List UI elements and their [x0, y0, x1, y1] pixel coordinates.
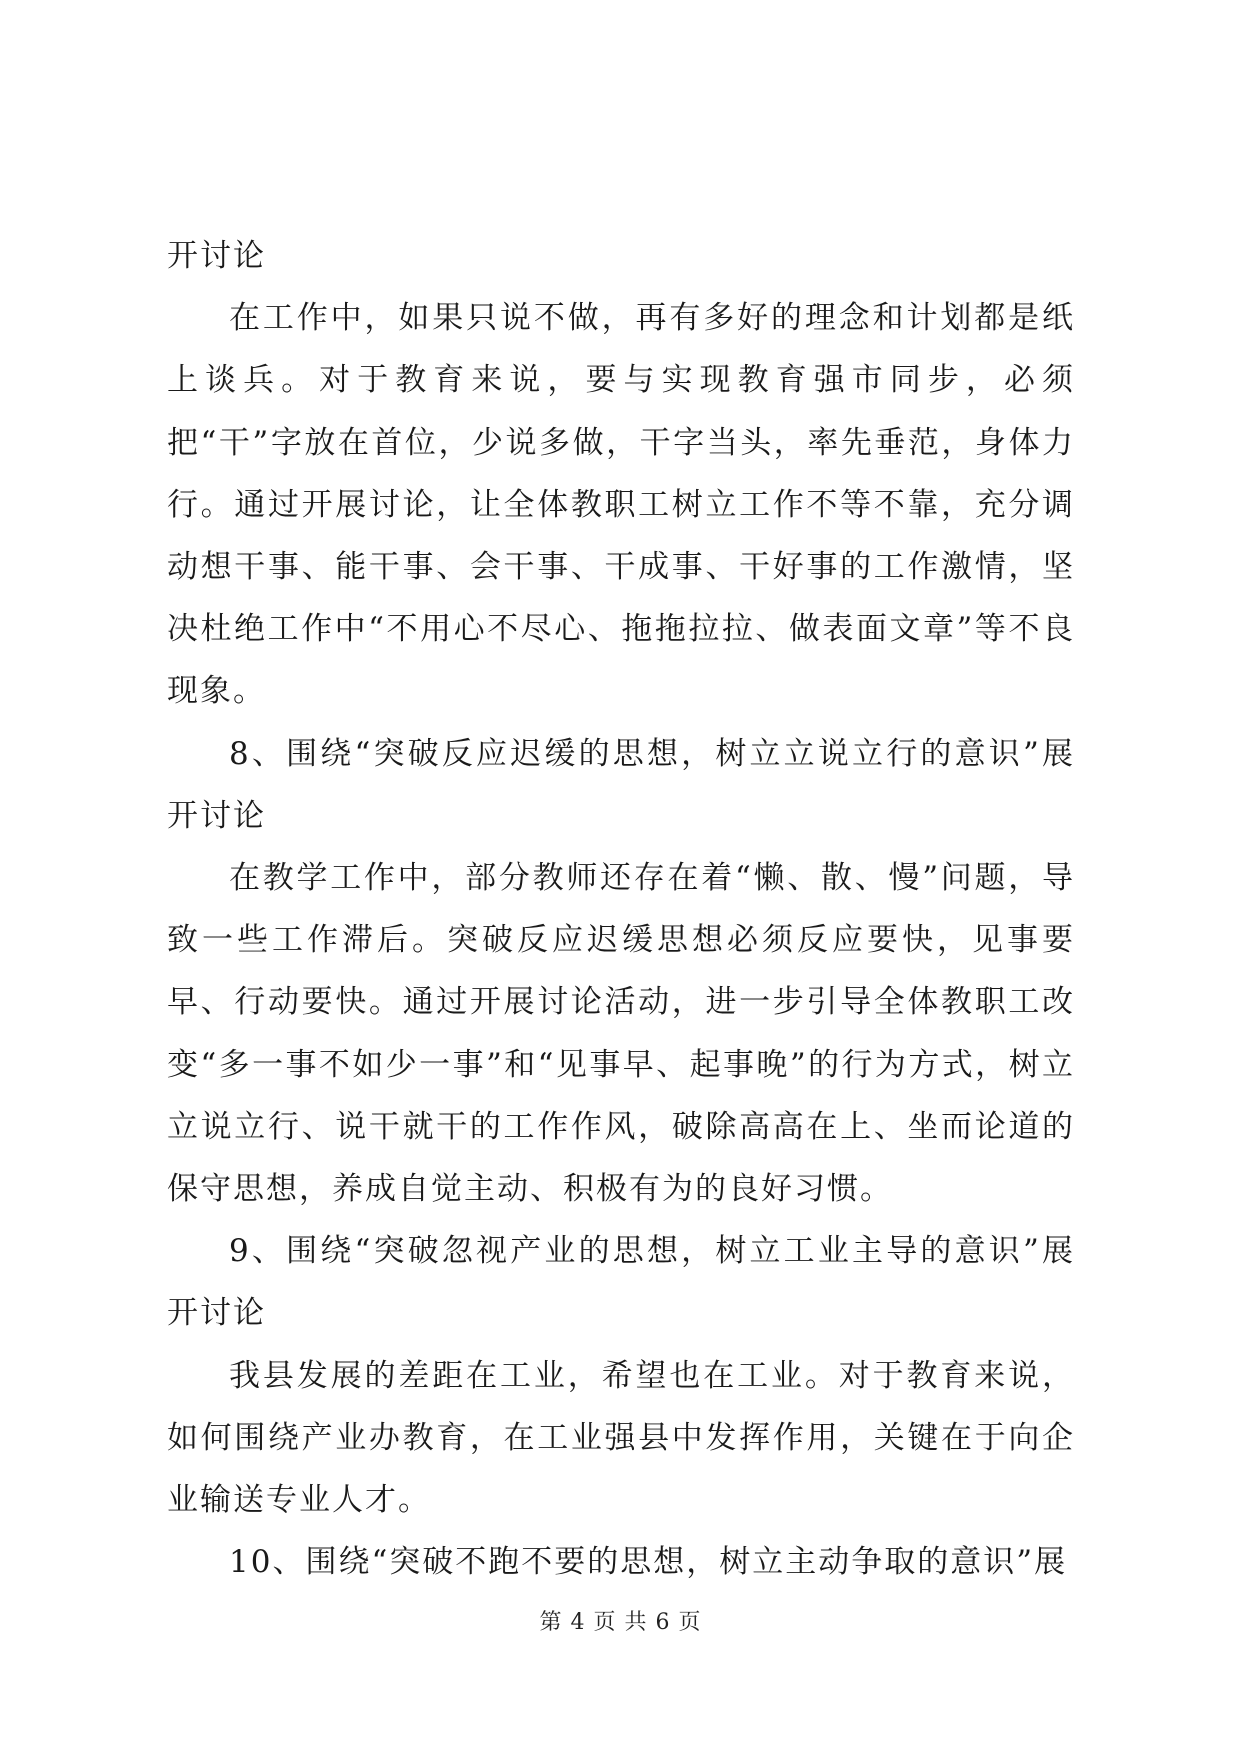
paragraph-item-7-body: 在工作中，如果只说不做，再有多好的理念和计划都是纸上谈兵。对于教育来说，要与实现教育强市同步，必须把“干”字放在首位，少说多做，干字当头，率先垂范，身体力行。通过开展讨论，让全体教职工树立工作不等不靠，充分调动想干事、能干事、会干事、干成事、干好事的工作激情，坚决杜绝工作中“不用心不尽心、拖拖拉拉、做表面文章”等不良现象。 — [167, 300, 1075, 710]
paragraph-item-8-body: 在教学工作中，部分教师还存在着“懒、散、慢”问题，导致一些工作滞后。突破反应迟缓思想必须反应要快，见事要早、行动要快。通过开展讨论活动，进一步引导全体教职工改变“多一事不如少一事”和“见事早、起事晚”的行为方式，树立立说立行、说干就干的工作作风，破除高高在上、坐而论道的保守思想，养成自觉主动、积极有为的良好习惯。 — [167, 860, 1075, 1208]
paragraph-continuation: 开讨论 — [167, 238, 266, 274]
paragraph-item-8-heading: 8、围绕“突破反应迟缓的思想，树立立说立行的意识”展开讨论 — [167, 735, 1075, 834]
paragraph-item-9-body: 我县发展的差距在工业，希望也在工业。对于教育来说，如何围绕产业办教育，在工业强县中发挥作用，关键在于向企业输送专业人才。 — [167, 1357, 1075, 1519]
page-number: 第 4 页 共 6 页 — [539, 1610, 702, 1635]
body-text — [167, 225, 1075, 1593]
paragraph-item-10-heading: 10、围绕“突破不跑不要的思想，树立主动争取的意识”展 — [229, 1544, 1068, 1581]
paragraph-item-9-heading: 9、围绕“突破忽视产业的思想，树立工业主导的意识”展开讨论 — [167, 1233, 1075, 1332]
page-footer — [0, 1608, 1241, 1638]
